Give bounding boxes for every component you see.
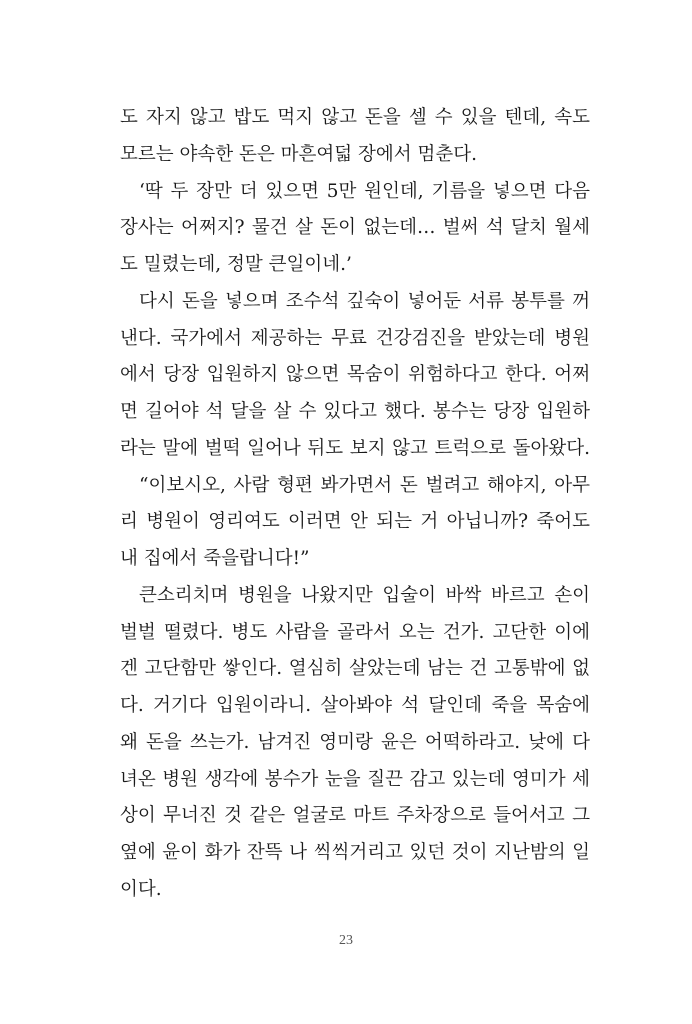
- text-line: 도 밀렸는데, 정말 큰일이네.’: [120, 254, 352, 275]
- text-line: 리 병원이 영리여도 이러면 안 되는 거 아닙니까? 죽어도: [120, 511, 590, 533]
- text-line: 면 길어야 석 달을 살 수 있다고 했다. 봉수는 당장 입원하: [120, 401, 590, 422]
- text-line: 옆에 윤이 화가 잔뜩 나 씩씩거리고 있던 것이 지난밤의 일: [120, 842, 590, 863]
- text-line: 겐 고단함만 쌓인다. 열심히 살았는데 남는 건 고통밖에 없: [120, 658, 590, 680]
- text-line: 내 집에서 죽을랍니다!”: [120, 548, 310, 569]
- text-line: 에서 당장 입원하지 않으면 목숨이 위험하다고 한다. 어쩌: [120, 364, 590, 386]
- text-line: 큰소리치며 병원을 나왔지만 입술이 바싹 바르고 손이: [139, 584, 590, 606]
- text-line: 이다.: [120, 878, 162, 900]
- page-number: 23: [339, 933, 353, 948]
- text-line: “이보시오, 사람 형편 봐가면서 돈 벌려고 해야지, 아무: [139, 474, 590, 496]
- text-line: 다. 거기다 입원이라니. 살아봐야 석 달인데 죽을 목숨에: [120, 695, 590, 716]
- text-line: 라는 말에 벌떡 일어나 뒤도 보지 않고 트럭으로 돌아왔다.: [120, 437, 590, 459]
- text-line: ‘딱 두 장만 더 있으면 5만 원인데, 기름을 넣으면 다음: [139, 180, 590, 202]
- text-line: 장사는 어쩌지? 물건 살 돈이 없는데… 벌써 석 달치 월세: [120, 217, 590, 239]
- text-line: 상이 무너진 것 같은 얼굴로 마트 주차장으로 들어서고 그: [120, 805, 590, 827]
- text-line: 왜 돈을 쓰는가. 남겨진 영미랑 윤은 어떡하라고. 낮에 다: [120, 731, 590, 753]
- text-line: 벌벌 떨렸다. 병도 사람을 골라서 오는 건가. 고단한 이에: [120, 621, 590, 643]
- body-text: [120, 100, 590, 909]
- text-line: 다시 돈을 넣으며 조수석 깊숙이 넣어둔 서류 봉투를 꺼: [139, 290, 590, 312]
- text-line: 도 자지 않고 밥도 먹지 않고 돈을 셀 수 있을 텐데, 속도: [120, 107, 590, 128]
- text-line: 낸다. 국가에서 제공하는 무료 건강검진을 받았는데 병원: [120, 327, 590, 349]
- text-line: 녀온 병원 생각에 봉수가 눈을 질끈 감고 있는데 영미가 세: [120, 768, 590, 790]
- text-line: 모르는 야속한 돈은 마흔여덟 장에서 멈춘다.: [120, 143, 477, 165]
